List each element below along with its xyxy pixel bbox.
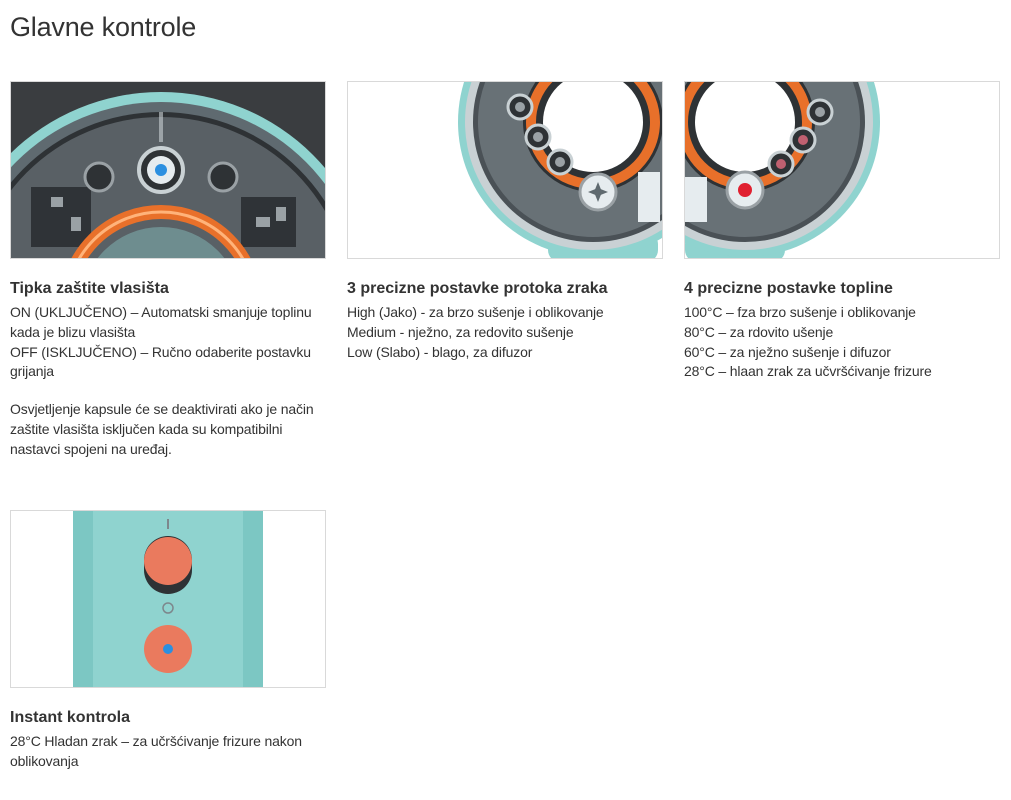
- card-line: ON (UKLJUČENO) – Automatski smanjuje toplinu kada je blizu vlasišta: [10, 304, 312, 340]
- card-title: Tipka zaštite vlasišta: [10, 280, 169, 297]
- instant-control-icon: [11, 511, 325, 687]
- card-line: 60°C – za nježno sušenje i difuzor: [684, 343, 891, 360]
- card-title: 3 precizne postavke protoka zraka: [347, 280, 608, 297]
- card-line: Medium - nježno, za redovito sušenje: [347, 323, 574, 340]
- page-title: Glavne kontrole: [10, 12, 197, 42]
- card-line: High (Jako) - za brzo sušenje i oblikovanje: [347, 304, 604, 320]
- feature-card-heat: [684, 81, 1000, 382]
- heat-settings-image: [684, 81, 1000, 259]
- card-title: Instant kontrola: [10, 709, 131, 726]
- card-line: Low (Slabo) - blago, za difuzor: [347, 343, 533, 360]
- card-line: 80°C – za rdovito ušenje: [684, 323, 834, 340]
- card-note: Osvjetljenje kapsule će se deaktivirati ako je način zaštite vlasišta isključen kada su kompatibilni nastavci spojeni na uređaj.: [10, 401, 314, 457]
- scalp-protection-image: [10, 81, 326, 259]
- card-line: OFF (ISKLJUČENO) – Ručno odaberite postavku grijanja: [10, 343, 311, 380]
- feature-card-scalp-protection: [10, 81, 326, 460]
- feature-card-airflow: [347, 81, 663, 362]
- instant-control-image: [10, 510, 326, 688]
- feature-card-instant-control: [10, 510, 326, 772]
- airflow-settings-icon: [348, 82, 662, 258]
- card-line: 100°C – fza brzo sušenje i oblikovanje: [684, 304, 916, 320]
- card-title: 4 precizne postavke topline: [684, 280, 893, 297]
- card-line: 28°C – hlaan zrak za učvršćivanje frizure: [684, 363, 932, 380]
- airflow-settings-image: [347, 81, 663, 259]
- heat-settings-icon: [685, 82, 999, 258]
- card-line: 28°C Hladan zrak – za učršćivanje frizure nakon oblikovanja: [10, 733, 302, 769]
- scalp-protection-button-icon: [11, 82, 325, 258]
